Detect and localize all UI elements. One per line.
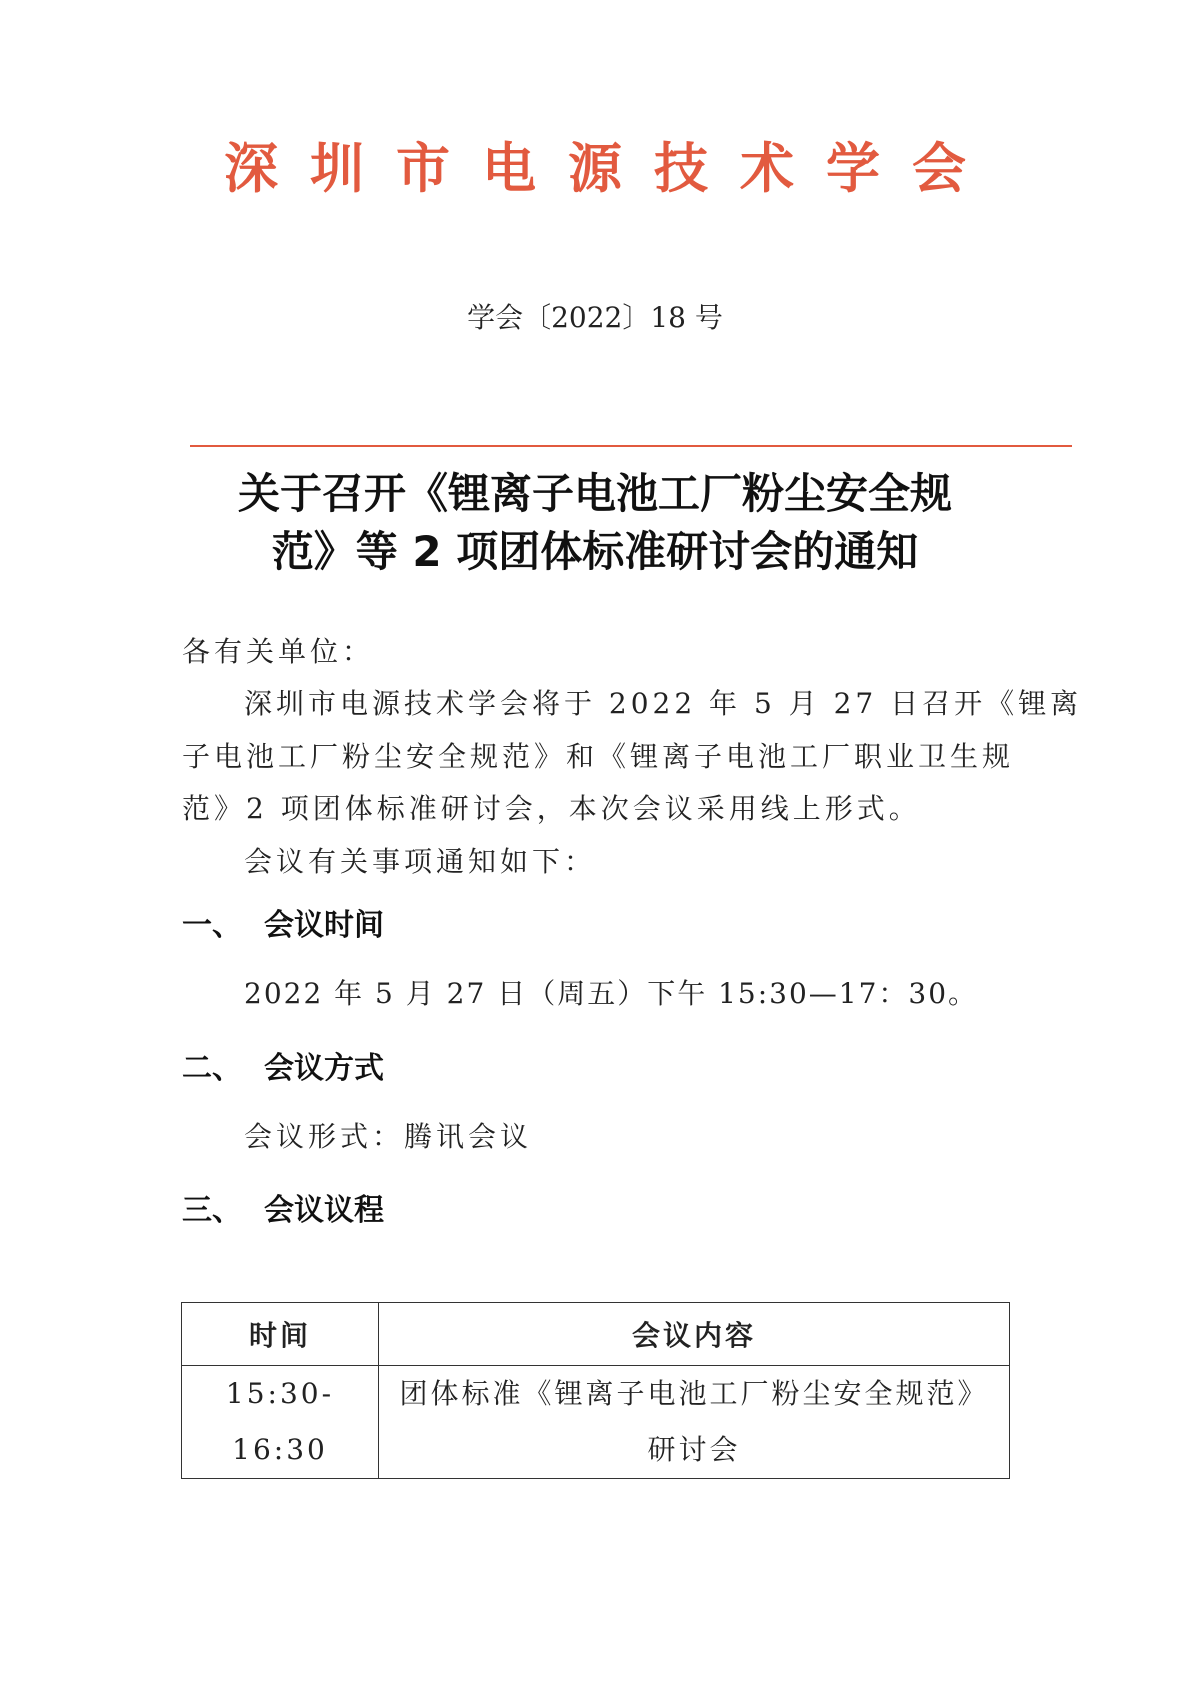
section-heading-meeting-agenda [182, 1191, 384, 1231]
section-number: 三、 [182, 1193, 242, 1228]
paragraph-1-line-1: 深圳市电源技术学会将于 2022 年 5 月 27 日召开《锂离 [244, 687, 1083, 720]
section-title: 会议议程 [264, 1193, 384, 1228]
table-cell-content [379, 1366, 1010, 1479]
meeting-time-text: 2022 年 5 月 27 日（周五）下午 15:30—17：30。 [244, 977, 979, 1010]
table-cell-content-line-2: 研讨会 [647, 1433, 741, 1466]
paragraph-1-line-3: 范》2 项团体标准研讨会，本次会议采用线上形式。 [182, 792, 921, 825]
salutation: 各有关单位： [182, 635, 375, 668]
meeting-format-text: 会议形式：腾讯会议 [244, 1120, 533, 1153]
section-heading-meeting-time [182, 906, 384, 946]
notice-title [160, 465, 1030, 581]
section-title: 会议方式 [264, 1051, 384, 1086]
paragraph-2: 会议有关事项通知如下： [244, 845, 597, 878]
table-header-time: 时间 [182, 1303, 379, 1366]
table-cell-content-line-1: 团体标准《锂离子电池工厂粉尘安全规范》 [399, 1377, 989, 1410]
notice-title-line-2: 范》等 2 项团体标准研讨会的通知 [271, 527, 919, 576]
section-title: 会议时间 [264, 908, 384, 943]
document-number: 学会〔2022〕18 号 [467, 301, 723, 334]
table-cell-time: 15:30-16:30 [182, 1366, 379, 1479]
agenda-table [181, 1302, 1010, 1479]
section-number: 一、 [182, 908, 242, 943]
section-number: 二、 [182, 1051, 242, 1086]
header-divider [190, 445, 1072, 447]
paragraph-1-line-2: 子电池工厂粉尘安全规范》和《锂离子电池工厂职业卫生规 [182, 740, 1015, 773]
notice-title-line-1: 关于召开《锂离子电池工厂粉尘安全规 [237, 469, 952, 518]
section-heading-meeting-format [182, 1049, 384, 1089]
table-row [182, 1366, 1010, 1479]
table-header-row [182, 1303, 1010, 1366]
organization-name: 深圳市电源技术学会 [224, 136, 998, 200]
table-header-content: 会议内容 [379, 1303, 1010, 1366]
